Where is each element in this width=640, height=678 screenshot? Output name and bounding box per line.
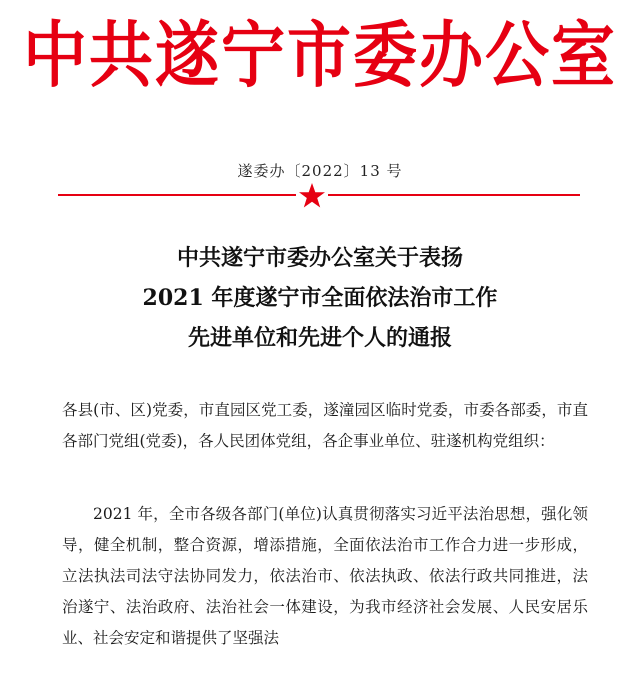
title-line-1: 中共遂宁市委办公室关于表扬 [176,245,463,271]
body-paragraph-1: 2021 年，全市各级各部门(单位)认真贯彻落实习近平法治思想，强化领导，健全机制，整合资源，增添措施，全面依法治市工作合力进一步形成，立法执法司法守法协同发力，依法治市、依法执政、依法行政共同推进，法治遂宁、法治政府、法治社会一体建设，为我市经济社会发展、人民安居乐业、社会安定和谐提供了坚强法 [62,505,588,647]
document-title [0,238,640,358]
salutation-paragraph: 各县(市、区)党委，市直园区党工委，遂潼园区临时党委，市委各部委，市直各部门党组(党委)，各人民团体党组，各企事业单位、驻遂机构党组织： [62,401,588,450]
title-line-2: 2021 年度遂宁市全面依法治市工作 [142,285,498,311]
document-number: 遂委办〔2022〕13 号 [237,162,403,180]
red-star-icon [298,182,326,210]
title-line-3: 先进单位和先进个人的通报 [187,325,452,351]
red-divider-right [328,194,580,196]
red-divider-left [58,194,296,196]
issuer-masthead: 中共遂宁市委办公室 [23,14,617,98]
